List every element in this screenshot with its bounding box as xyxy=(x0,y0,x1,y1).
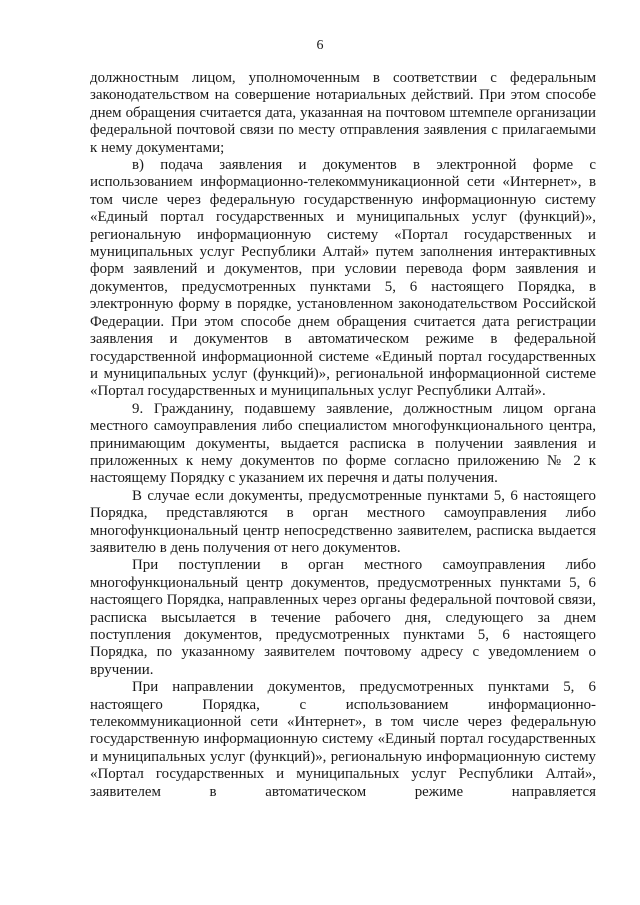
paragraph-continuation: должностным лицом, уполномоченным в соответствии с федеральным законодательством на совершение нотариальных действий. При этом способе днем обращения считается дата, указанная на почтовом штемпеле организации федеральной почтовой связи по месту отправления заявления с прилагаемыми к нему документами; xyxy=(90,70,596,156)
paragraph-postal-submission: При поступлении в орган местного самоуправления либо многофункциональный центр документов, предусмотренных пунктами 5, 6 настоящего Порядка, направленных через органы федеральной почтовой связи, расписка высылается в течение рабочего дня, следующего за днем поступления документов, предусмотренных пунктами 5, 6 настоящего Порядка, по указанному заявителем почтовому адресу с уведомлением о вручении. xyxy=(90,557,596,678)
document-body xyxy=(90,70,596,801)
paragraph-internet-submission: При направлении документов, предусмотренных пунктами 5, 6 настоящего Порядка, с использованием информационно-телекоммуникационной сети «Интернет», в том числе через федеральную государственную информационную систему «Единый портал государственных и муниципальных услуг (функций)», региональную информационную систему «Портал государственных и муниципальных услуг Республики Алтай», заявителем в автоматическом режиме направляется xyxy=(90,679,596,800)
paragraph-direct-submission: В случае если документы, предусмотренные пунктами 5, 6 настоящего Порядка, представляются в орган местного самоуправления либо многофункциональный центр непосредственно заявителем, расписка выдается заявителю в день получения от него документов. xyxy=(90,487,596,556)
page-number: 6 xyxy=(316,38,324,53)
paragraph-item-9: 9. Гражданину, подавшему заявление, должностным лицом органа местного самоуправления либо специалистом многофункционального центра, принимающим документы, выдается расписка в получении заявления и приложенных к нему документов по форме согласно приложению № 2 к настоящему Порядку с указанием их перечня и даты получения. xyxy=(90,400,596,487)
paragraph-electronic-submission: в) подача заявления и документов в электронной форме с использованием информационно-телекоммуникационной сети «Интернет», в том числе через федеральную государственную информационную систему «Единый портал государственных и муниципальных услуг (функций)», региональную информационную систему «Портал государственных и муниципальных услуг Республики Алтай» путем заполнения интерактивных форм заявлений и документов, при условии перевода форм заявления и документов, предусмотренных пунктами 5, 6 настоящего Порядка, в электронную форму в порядке, установленном законодательством Российской Федерации. При этом способе днем обращения считается дата регистрации заявления и документов в автоматическом режиме в федеральной государственной информационной системе «Единый портал государственных и муниципальных услуг (функций)», региональной информационной системе «Портал государственных и муниципальных услуг Республики Алтай». xyxy=(90,157,596,400)
